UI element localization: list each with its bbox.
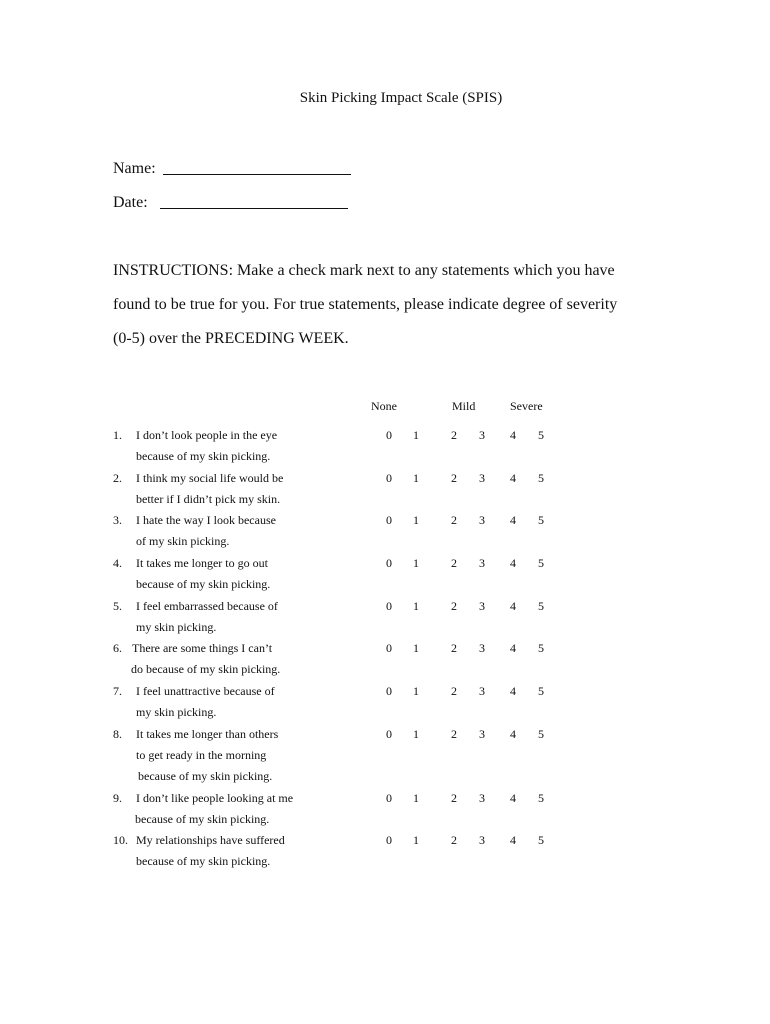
score-option[interactable]: 1 xyxy=(413,599,419,613)
score-option[interactable]: 1 xyxy=(413,513,419,527)
score-option[interactable]: 4 xyxy=(510,833,516,847)
score-option[interactable]: 0 xyxy=(386,513,392,527)
date-field xyxy=(113,194,348,212)
score-option[interactable]: 3 xyxy=(479,791,485,805)
score-option[interactable]: 5 xyxy=(538,599,544,613)
date-label: Date: xyxy=(113,194,148,211)
score-option[interactable]: 3 xyxy=(479,471,485,485)
score-option[interactable]: 2 xyxy=(451,556,457,570)
score-option[interactable]: 3 xyxy=(479,833,485,847)
item-number: 10. xyxy=(113,833,128,847)
item-statement-line: It takes me longer than others xyxy=(136,727,279,741)
item-statement-line: I feel embarrassed because of xyxy=(136,599,278,613)
score-option[interactable]: 4 xyxy=(510,684,516,698)
score-option[interactable]: 2 xyxy=(451,471,457,485)
instructions-line: found to be true for you. For true statements, please indicate degree of severity xyxy=(113,296,618,313)
score-option[interactable]: 5 xyxy=(538,556,544,570)
item-statement-line: because of my skin picking. xyxy=(136,854,271,868)
score-option[interactable]: 4 xyxy=(510,599,516,613)
item-statement-line: because of my skin picking. xyxy=(135,812,270,826)
score-option[interactable]: 0 xyxy=(386,641,392,655)
score-option[interactable]: 1 xyxy=(413,641,419,655)
score-option[interactable]: 4 xyxy=(510,641,516,655)
score-option[interactable]: 5 xyxy=(538,641,544,655)
score-option[interactable]: 2 xyxy=(451,727,457,741)
score-option[interactable]: 5 xyxy=(538,833,544,847)
score-option[interactable]: 0 xyxy=(386,684,392,698)
score-option[interactable]: 2 xyxy=(451,833,457,847)
score-option[interactable]: 2 xyxy=(451,684,457,698)
item-number: 1. xyxy=(113,428,122,442)
score-option[interactable]: 2 xyxy=(451,513,457,527)
instructions xyxy=(113,258,713,360)
item-statement-line: It takes me longer to go out xyxy=(136,556,268,570)
item-statement-line: do because of my skin picking. xyxy=(131,662,281,676)
score-option[interactable]: 4 xyxy=(510,428,516,442)
score-option[interactable]: 1 xyxy=(413,428,419,442)
scale-severe-label: Severe xyxy=(510,399,543,413)
score-option[interactable]: 5 xyxy=(538,684,544,698)
item-number: 9. xyxy=(113,791,122,805)
item-statement-line: because of my skin picking. xyxy=(138,769,273,783)
instructions-line: INSTRUCTIONS: Make a check mark next to any statements which you have xyxy=(113,262,615,279)
score-option[interactable]: 1 xyxy=(413,556,419,570)
score-option[interactable]: 1 xyxy=(413,791,419,805)
item-statement-line: I hate the way I look because xyxy=(136,513,276,527)
score-option[interactable]: 3 xyxy=(479,556,485,570)
score-option[interactable]: 1 xyxy=(413,684,419,698)
item-number: 3. xyxy=(113,513,122,527)
instructions-line: (0-5) over the PRECEDING WEEK. xyxy=(113,330,349,347)
score-option[interactable]: 4 xyxy=(510,556,516,570)
score-option[interactable]: 1 xyxy=(413,833,419,847)
item-number: 7. xyxy=(113,684,122,698)
item-statement-line: my skin picking. xyxy=(136,620,217,634)
score-option[interactable]: 2 xyxy=(451,599,457,613)
item-statement-line: of my skin picking. xyxy=(136,534,230,548)
score-option[interactable]: 5 xyxy=(538,428,544,442)
score-option[interactable]: 1 xyxy=(413,727,419,741)
score-option[interactable]: 0 xyxy=(386,791,392,805)
score-option[interactable]: 0 xyxy=(386,471,392,485)
item-statement-line: to get ready in the morning xyxy=(136,748,267,762)
score-option[interactable]: 4 xyxy=(510,513,516,527)
item-number: 5. xyxy=(113,599,122,613)
score-option[interactable]: 5 xyxy=(538,513,544,527)
date-blank-line[interactable] xyxy=(160,207,348,209)
item-number: 8. xyxy=(113,727,122,741)
item-statement-line: better if I didn’t pick my skin. xyxy=(136,492,281,506)
score-option[interactable]: 3 xyxy=(479,513,485,527)
score-option[interactable]: 0 xyxy=(386,556,392,570)
score-option[interactable]: 3 xyxy=(479,428,485,442)
score-option[interactable]: 4 xyxy=(510,471,516,485)
scale-none-label: None xyxy=(371,399,397,413)
score-option[interactable]: 2 xyxy=(451,641,457,655)
item-statement-line: I don’t like people looking at me xyxy=(136,791,294,805)
name-blank-line[interactable] xyxy=(163,173,351,175)
scale-mild-label: Mild xyxy=(452,399,476,413)
item-statement-line: my skin picking. xyxy=(136,705,217,719)
score-option[interactable]: 5 xyxy=(538,471,544,485)
score-option[interactable]: 0 xyxy=(386,599,392,613)
item-statement-line: My relationships have suffered xyxy=(136,833,285,847)
item-number: 2. xyxy=(113,471,122,485)
name-label: Name: xyxy=(113,160,156,177)
score-option[interactable]: 4 xyxy=(510,791,516,805)
score-option[interactable]: 3 xyxy=(479,727,485,741)
item-statement-line: because of my skin picking. xyxy=(136,577,271,591)
item-number: 6. xyxy=(113,641,122,655)
score-option[interactable]: 5 xyxy=(538,727,544,741)
score-option[interactable]: 2 xyxy=(451,791,457,805)
score-option[interactable]: 1 xyxy=(413,471,419,485)
score-option[interactable]: 3 xyxy=(479,599,485,613)
page-title: Skin Picking Impact Scale (SPIS) xyxy=(299,90,503,106)
score-option[interactable]: 0 xyxy=(386,833,392,847)
item-statement-line: I think my social life would be xyxy=(136,471,284,485)
score-option[interactable]: 3 xyxy=(479,641,485,655)
score-option[interactable]: 4 xyxy=(510,727,516,741)
item-number: 4. xyxy=(113,556,122,570)
item-statement-line: I don’t look people in the eye xyxy=(136,428,278,442)
score-option[interactable]: 0 xyxy=(386,428,392,442)
item-statement-line: I feel unattractive because of xyxy=(136,684,275,698)
item-statement-line: because of my skin picking. xyxy=(136,449,271,463)
score-option[interactable]: 5 xyxy=(538,791,544,805)
item-statement-line: There are some things I can’t xyxy=(132,641,273,655)
score-option[interactable]: 2 xyxy=(451,428,457,442)
score-option[interactable]: 3 xyxy=(479,684,485,698)
score-option[interactable]: 0 xyxy=(386,727,392,741)
name-field xyxy=(113,160,351,178)
